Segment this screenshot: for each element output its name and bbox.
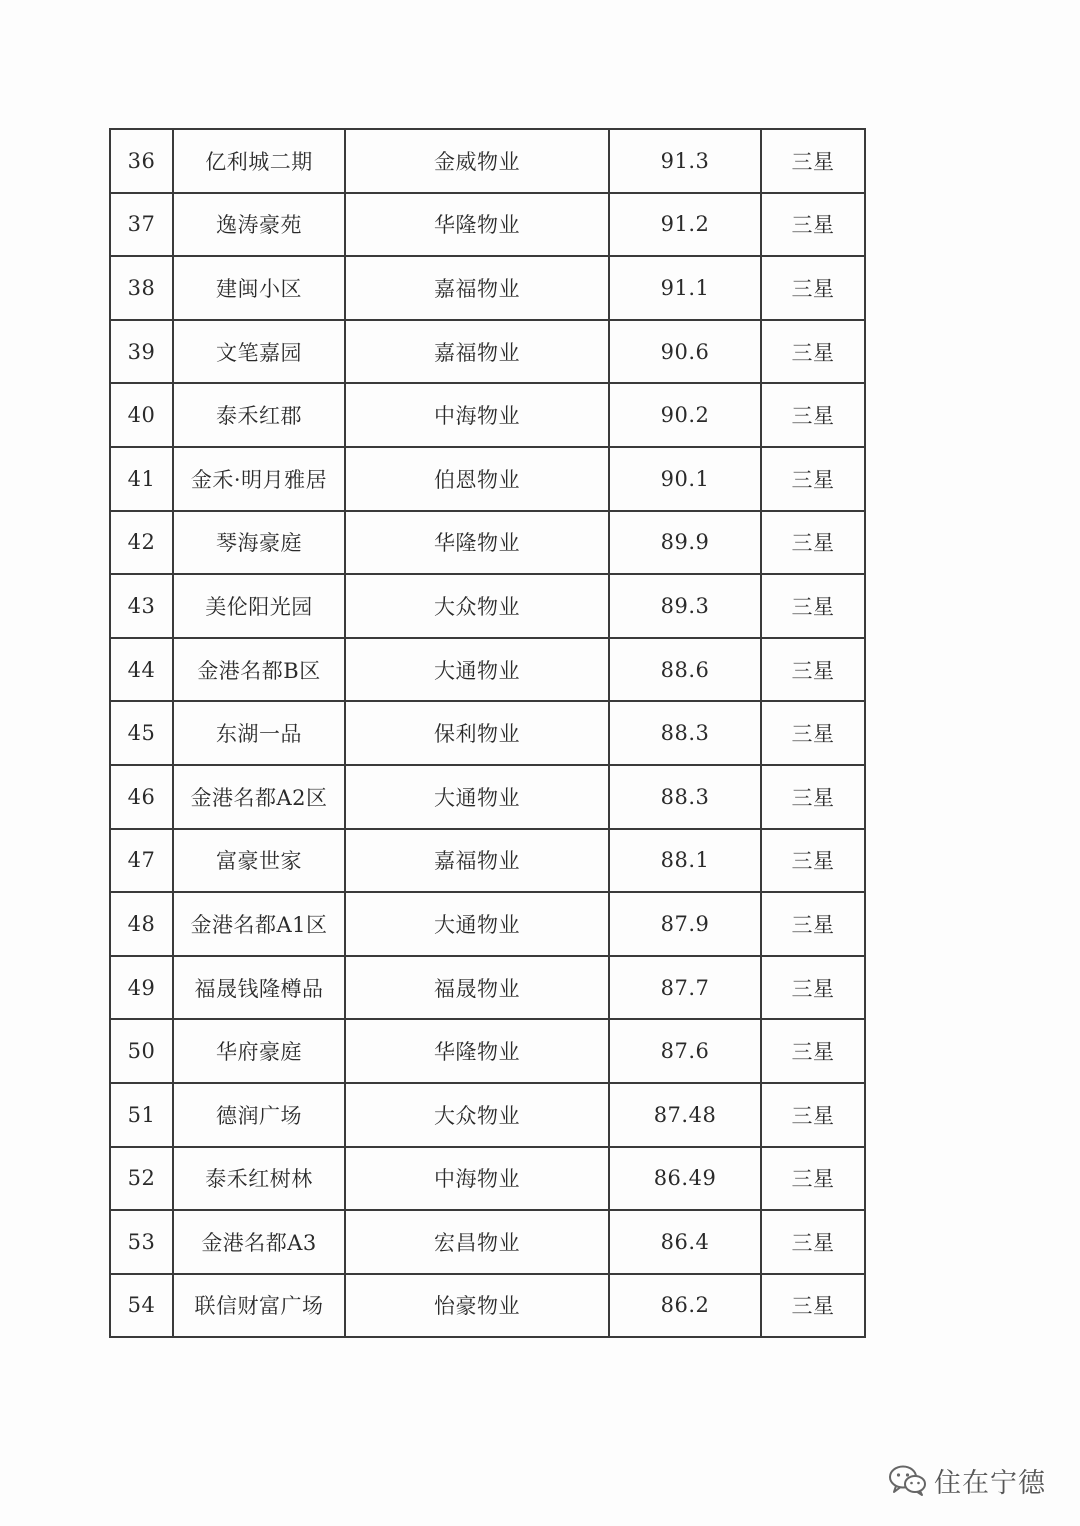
property-company-cell: 华隆物业 (345, 1019, 609, 1083)
star-rating-cell: 三星 (761, 1147, 865, 1211)
star-rating-cell: 三星 (761, 256, 865, 320)
community-name-cell: 泰禾红树林 (173, 1147, 345, 1211)
score-cell: 87.6 (609, 1019, 761, 1083)
table-row (110, 256, 865, 320)
row-number-cell: 45 (110, 701, 173, 765)
row-number-cell: 50 (110, 1019, 173, 1083)
community-name-cell: 琴海豪庭 (173, 511, 345, 575)
table-row (110, 956, 865, 1020)
row-number-cell: 38 (110, 256, 173, 320)
table-row (110, 511, 865, 575)
star-rating-cell: 三星 (761, 1210, 865, 1274)
property-company-cell: 大通物业 (345, 765, 609, 829)
score-cell: 89.9 (609, 511, 761, 575)
table-row (110, 1083, 865, 1147)
community-name-cell: 金禾·明月雅居 (173, 447, 345, 511)
score-cell: 88.6 (609, 638, 761, 702)
property-company-cell: 大通物业 (345, 892, 609, 956)
star-rating-cell: 三星 (761, 383, 865, 447)
table-row (110, 1210, 865, 1274)
community-name-cell: 德润广场 (173, 1083, 345, 1147)
property-company-cell: 嘉福物业 (345, 320, 609, 384)
property-company-cell: 嘉福物业 (345, 829, 609, 893)
community-name-cell: 东湖一品 (173, 701, 345, 765)
property-company-cell: 华隆物业 (345, 511, 609, 575)
score-cell: 91.1 (609, 256, 761, 320)
table-row (110, 193, 865, 257)
row-number-cell: 44 (110, 638, 173, 702)
property-company-cell: 保利物业 (345, 701, 609, 765)
star-rating-cell: 三星 (761, 829, 865, 893)
row-number-cell: 41 (110, 447, 173, 511)
community-name-cell: 金港名都A3 (173, 1210, 345, 1274)
row-number-cell: 36 (110, 129, 173, 193)
table-row (110, 574, 865, 638)
row-number-cell: 37 (110, 193, 173, 257)
star-rating-cell: 三星 (761, 701, 865, 765)
community-name-cell: 金港名都B区 (173, 638, 345, 702)
community-name-cell: 美伦阳光园 (173, 574, 345, 638)
table-row (110, 1274, 865, 1338)
community-name-cell: 泰禾红郡 (173, 383, 345, 447)
property-company-cell: 中海物业 (345, 383, 609, 447)
property-company-cell: 宏昌物业 (345, 1210, 609, 1274)
star-rating-cell: 三星 (761, 320, 865, 384)
community-name-cell: 金港名都A1区 (173, 892, 345, 956)
star-rating-cell: 三星 (761, 638, 865, 702)
community-name-cell: 福晟钱隆樽品 (173, 956, 345, 1020)
score-cell: 89.3 (609, 574, 761, 638)
table-row (110, 320, 865, 384)
row-number-cell: 51 (110, 1083, 173, 1147)
wechat-watermark (888, 1458, 1046, 1502)
table-row (110, 447, 865, 511)
wechat-icon (888, 1463, 928, 1497)
score-cell: 88.1 (609, 829, 761, 893)
property-company-cell: 福晟物业 (345, 956, 609, 1020)
row-number-cell: 53 (110, 1210, 173, 1274)
table-row (110, 701, 865, 765)
score-cell: 90.1 (609, 447, 761, 511)
property-company-cell: 大众物业 (345, 1083, 609, 1147)
star-rating-cell: 三星 (761, 193, 865, 257)
row-number-cell: 39 (110, 320, 173, 384)
community-name-cell: 文笔嘉园 (173, 320, 345, 384)
community-name-cell: 富豪世家 (173, 829, 345, 893)
community-name-cell: 联信财富广场 (173, 1274, 345, 1338)
community-name-cell: 金港名都A2区 (173, 765, 345, 829)
row-number-cell: 46 (110, 765, 173, 829)
community-name-cell: 建闽小区 (173, 256, 345, 320)
star-rating-cell: 三星 (761, 1019, 865, 1083)
score-cell: 86.49 (609, 1147, 761, 1211)
star-rating-cell: 三星 (761, 892, 865, 956)
score-cell: 87.9 (609, 892, 761, 956)
star-rating-cell: 三星 (761, 765, 865, 829)
property-company-cell: 中海物业 (345, 1147, 609, 1211)
community-name-cell: 华府豪庭 (173, 1019, 345, 1083)
score-cell: 90.6 (609, 320, 761, 384)
row-number-cell: 52 (110, 1147, 173, 1211)
star-rating-cell: 三星 (761, 574, 865, 638)
property-company-cell: 大通物业 (345, 638, 609, 702)
star-rating-cell: 三星 (761, 447, 865, 511)
row-number-cell: 40 (110, 383, 173, 447)
table-row (110, 892, 865, 956)
star-rating-cell: 三星 (761, 956, 865, 1020)
table-row (110, 829, 865, 893)
score-cell: 87.48 (609, 1083, 761, 1147)
property-company-cell: 怡豪物业 (345, 1274, 609, 1338)
row-number-cell: 42 (110, 511, 173, 575)
star-rating-cell: 三星 (761, 129, 865, 193)
property-company-cell: 嘉福物业 (345, 256, 609, 320)
community-name-cell: 逸涛豪苑 (173, 193, 345, 257)
row-number-cell: 43 (110, 574, 173, 638)
watermark-text: 住在宁德 (934, 1467, 1046, 1499)
score-cell: 90.2 (609, 383, 761, 447)
row-number-cell: 49 (110, 956, 173, 1020)
row-number-cell: 48 (110, 892, 173, 956)
property-company-cell: 金威物业 (345, 129, 609, 193)
score-cell: 91.3 (609, 129, 761, 193)
community-name-cell: 亿利城二期 (173, 129, 345, 193)
row-number-cell: 47 (110, 829, 173, 893)
rating-table (109, 128, 866, 1338)
table-row (110, 383, 865, 447)
table-row (110, 129, 865, 193)
score-cell: 86.4 (609, 1210, 761, 1274)
score-cell: 88.3 (609, 765, 761, 829)
property-company-cell: 大众物业 (345, 574, 609, 638)
star-rating-cell: 三星 (761, 1274, 865, 1338)
score-cell: 88.3 (609, 701, 761, 765)
property-company-cell: 伯恩物业 (345, 447, 609, 511)
score-cell: 87.7 (609, 956, 761, 1020)
table-body (110, 129, 865, 1337)
score-cell: 91.2 (609, 193, 761, 257)
row-number-cell: 54 (110, 1274, 173, 1338)
table-row (110, 638, 865, 702)
property-company-cell: 华隆物业 (345, 193, 609, 257)
star-rating-cell: 三星 (761, 511, 865, 575)
star-rating-cell: 三星 (761, 1083, 865, 1147)
table-row (110, 1019, 865, 1083)
table-row (110, 1147, 865, 1211)
score-cell: 86.2 (609, 1274, 761, 1338)
table-row (110, 765, 865, 829)
